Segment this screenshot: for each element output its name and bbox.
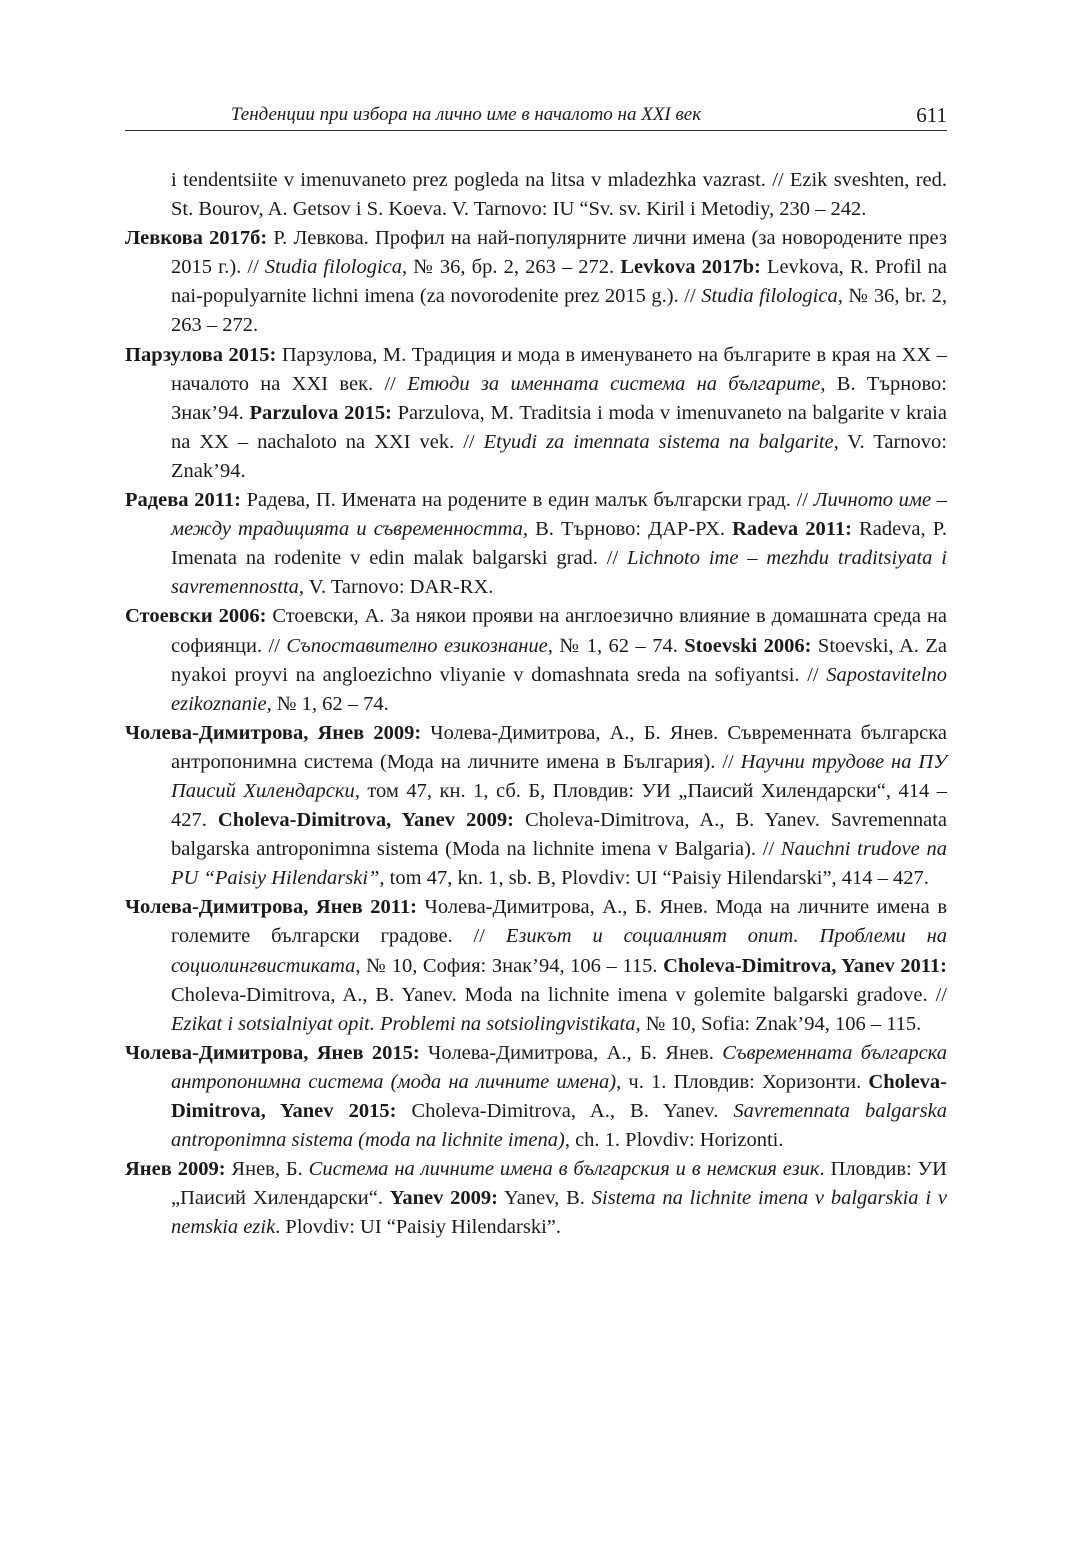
entry-text: Чолева-Димитрова, А., Б. Янев. — [419, 1041, 723, 1064]
entry-key: Стоевски 2006: — [125, 605, 267, 628]
entry-key: Parzulova 2015: — [249, 401, 392, 424]
entry-title: Съпоставително езикознание, — [286, 634, 553, 657]
bibliography-entry — [125, 166, 947, 224]
bibliography-entry — [125, 893, 947, 1038]
entry-key: Stoevski 2006: — [684, 634, 812, 657]
entry-text: Р. Левкова. Профил на най-популярните лични имена (за новородените през 2015 г.). // — [171, 227, 948, 279]
page-number: 611 — [916, 103, 947, 127]
entry-text: , ч. 1. Пловдив: Хоризонти. — [616, 1070, 869, 1093]
entry-text: V. Tarnovo: Znak’94. — [171, 430, 948, 482]
bibliography-entry — [125, 1039, 947, 1155]
bibliography-entry — [125, 602, 947, 718]
entry-title: Studia filologica — [701, 285, 838, 308]
entry-text: , В. Търново: ДАР-РХ. — [522, 518, 733, 541]
running-header — [125, 102, 947, 131]
entry-key: Choleva-Dimitrova, Yanev 2011: — [663, 954, 947, 977]
entry-text: . Пловдив: УИ „Паисий Хилендарски“. — [171, 1158, 947, 1210]
entry-title: Studia filologica — [264, 256, 403, 279]
entry-text: , № 36, br. 2, 263 – 272. — [171, 285, 947, 337]
entry-text: . Plovdiv: UI “Paisiy Hilendarski”. — [275, 1216, 562, 1239]
entry-text: № 1, 62 – 74. — [552, 634, 685, 657]
entry-title: Ezikat i sotsialniyat opit. Problemi na sotsiolingvistikata, — [171, 1012, 641, 1035]
entry-key: Choleva-Dimitrova, Yanev 2009: — [217, 809, 514, 832]
entry-text: Choleva-Dimitrova, A., B. Yanev. — [396, 1100, 734, 1122]
entry-text: Радева, П. Имената на родените в един малък български град. // — [240, 489, 814, 512]
running-title: Тенденции при избора на лично име в началото на XXI век — [230, 104, 702, 125]
entry-title: Sapostavitelno ezikoznanie, — [171, 663, 947, 715]
entry-text: Парзулова, М. Традиция и мода в именуването на българите в края на XX – началото на XXI век. // — [171, 343, 947, 395]
entry-title: Система на личните имена в българския и в немския език — [308, 1158, 820, 1181]
entry-title: Etyudi za imennata sistema na balgarite, — [483, 430, 839, 453]
entry-text: Yanev, B. — [497, 1187, 592, 1210]
bibliography-entry — [125, 1155, 947, 1242]
entry-title: Sistema na lichnite imena v balgarskia i v nemskia ezik — [171, 1187, 947, 1239]
entry-text: tom 47, kn. 1, sb. B, Plovdiv: UI “Paisiy Hilendarski”, 414 – 427. — [384, 867, 929, 890]
entry-text: , ch. 1. Plovdiv: Horizonti. — [564, 1129, 784, 1152]
entry-key: Чолева-Димитрова, Янев 2011: — [125, 896, 417, 919]
entry-text: Parzulova, M. Traditsia i moda v imenuvaneto na balgarite v kraia na XX – nachaloto na XXI vek. // — [171, 401, 947, 453]
bibliography-list — [125, 166, 947, 1242]
entry-title: Nauchni trudove na PU “Paisiy Hilendarski”, — [171, 838, 947, 890]
entry-text: V. Tarnovo: DAR-RX. — [304, 576, 494, 599]
entry-text: Чолева-Димитрова, А., Б. Янев. Мода на личните имена в големите български градове. // — [171, 896, 948, 948]
entry-text: Стоевски, А. За някои прояви на англоезично влияние в домашната среда на софиянци. // — [171, 605, 947, 657]
entry-text: Radeva, P. Imenata na rodenite v edin malak balgarski grad. // — [171, 518, 947, 570]
entry-text: Янев, Б. — [225, 1158, 309, 1181]
entry-title: Личното име – между традицията и съвременността — [171, 489, 948, 541]
entry-text: , том 47, кн. 1, сб. Б, Пловдив: УИ „Паисий Хилендарски“, 414 – 427. — [171, 779, 948, 832]
entry-title: Savremennata balgarska antroponimna sistema (moda na lichnite imena) — [171, 1100, 947, 1152]
bibliography-entry — [125, 341, 947, 486]
entry-key: Чолева-Димитрова, Янев 2015: — [125, 1041, 420, 1064]
entry-key: Levkova 2017b: — [620, 256, 761, 279]
entry-key: Radeva 2011: — [732, 518, 852, 541]
bibliography-entry — [125, 486, 947, 602]
entry-text: № 10, Sofia: Znak’94, 106 – 115. — [640, 1012, 922, 1035]
entry-title: Lichnoto ime – mezhdu traditsiyata i savremennostta, — [171, 547, 947, 599]
entry-key: Чолева-Димитрова, Янев 2009: — [125, 721, 422, 744]
entry-text: Choleva-Dimitrova, A., B. Yanev. Moda na lichnite imena v golemite balgarski gradove. // — [171, 983, 947, 1006]
bibliography-entry — [125, 719, 947, 894]
entry-key: Левкова 2017б: — [125, 227, 268, 250]
entry-text: № 10, София: Знак’94, 106 – 115. — [360, 954, 664, 977]
entry-text: Levkova, R. Profil na nai-populyarnite lichni imena (za novorodenite prez 2015 g.). // — [171, 256, 947, 308]
entry-text: Stoevski, A. Za nyakoi proyvi na angloezichno vliyanie v domashnata sreda na sofiyantsi. // — [171, 634, 948, 686]
entry-title: Съвременната българска антропонимна система (мода на личните имена) — [171, 1041, 947, 1093]
entry-title: Научни трудове на ПУ Паисий Хилендарски — [171, 750, 947, 802]
entry-title: Етюди за именната система на българите — [407, 372, 821, 395]
entry-text: , В. Търново: Знак’94. — [171, 372, 947, 424]
bibliography-entry — [125, 224, 947, 340]
entry-text: Choleva-Dimitrova, A., B. Yanev. Savremennata balgarska antroponimna sistema (Moda na lichnite imena v Balgaria). // — [171, 809, 947, 861]
entry-key: Choleva-Dimitrova, Yanev 2015: — [171, 1070, 947, 1122]
entry-key: Yanev 2009: — [389, 1187, 498, 1210]
entry-text: , № 36, бр. 2, 263 – 272. — [402, 256, 621, 279]
entry-key: Радева 2011: — [125, 489, 241, 512]
entry-title: Езикът и социалният опит. Проблеми на социолингвистиката, — [171, 925, 948, 977]
entry-key: Парзулова 2015: — [125, 343, 277, 366]
entry-text: i tendentsiite v imenuvaneto prez pogleda na litsa v mladezhka vazrast. // Ezik sveshten, red. St. Bourov, A. Getsov i S. Koeva. V. Tarnovo: IU “Sv. sv. Kiril i Metodiy, 230 – 242. — [171, 169, 947, 221]
entry-key: Янев 2009: — [125, 1158, 226, 1181]
entry-text: № 1, 62 – 74. — [271, 692, 389, 715]
entry-text: Чолева-Димитрова, А., Б. Янев. Съвременната българска антропонимна система (Мода на личните имена в България). // — [171, 721, 948, 773]
